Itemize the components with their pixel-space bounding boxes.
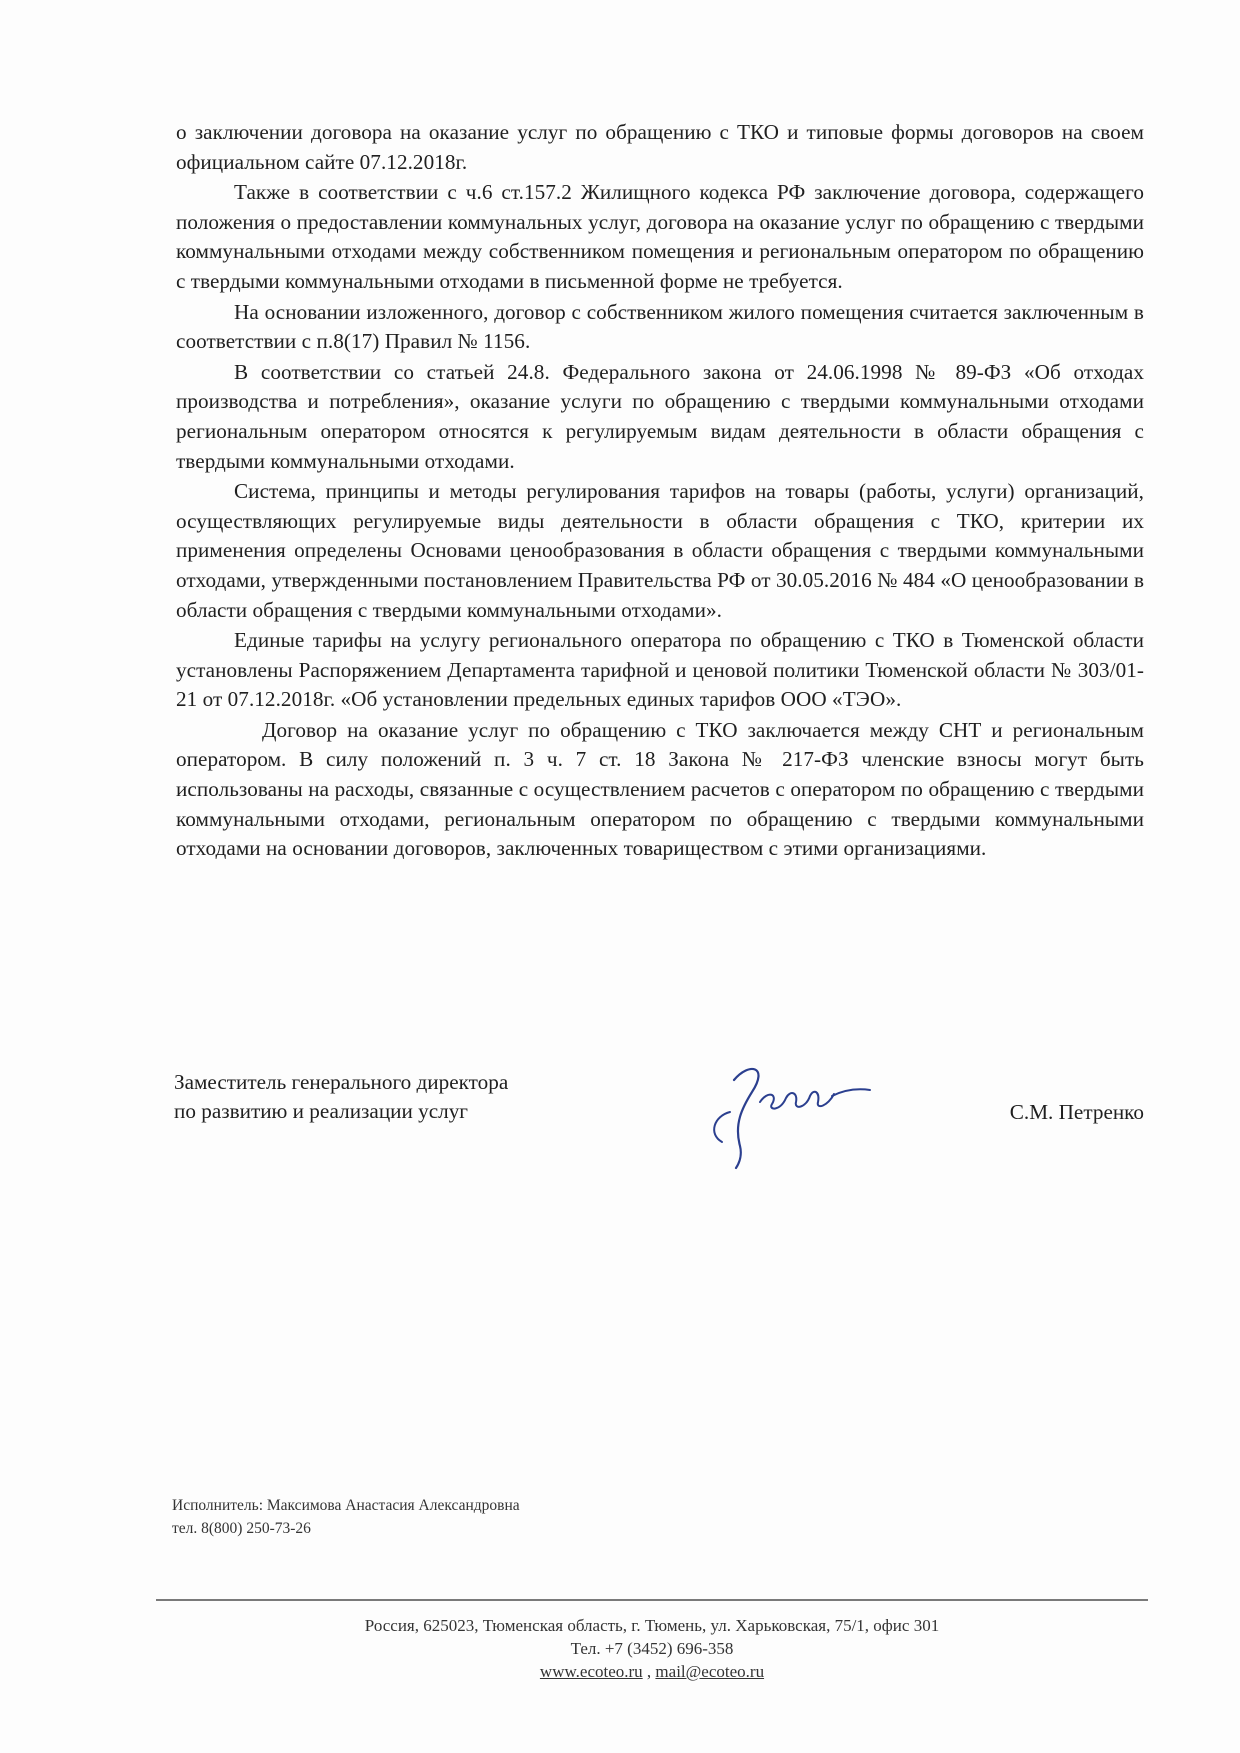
footer-links [156, 1660, 1148, 1683]
signatory-title-line-2: по развитию и реализации услуг [174, 1099, 468, 1123]
footer [156, 1614, 1148, 1683]
footer-address: Россия, 625023, Тюменская область, г. Тюмень, ул. Харьковская, 75/1, офис 301 [364, 1616, 940, 1635]
paragraph-3: На основании изложенного, договор с собственником жилого помещения считается заключенным в соответствии с п.8(17) Правил № 1156. [176, 299, 1144, 354]
executor-info [172, 1494, 520, 1540]
paragraph-6: Единые тарифы на услугу регионального оператора по обращению с ТКО в Тюменской области установлены Распоряжением Департамента тарифной и ценовой политики Тюменской области № 303/01-21 от 07.12.2018г. «Об установлении предельных единых тарифов ООО «ТЭО». [176, 628, 1144, 712]
letter-body [176, 118, 1144, 865]
email-link[interactable]: mail@ecoteo.ru [655, 1662, 765, 1681]
signatory-title [174, 1068, 508, 1126]
footer-link-separator: , [642, 1662, 656, 1681]
signature-block [174, 1068, 1144, 1178]
executor-name: Исполнитель: Максимова Анастасия Александровна [172, 1497, 520, 1514]
signatory-name: С.М. Петренко [1009, 1100, 1144, 1124]
signatory-title-line-1: Заместитель генерального директора [174, 1070, 509, 1094]
paragraph-5: Система, принципы и методы регулирования тарифов на товары (работы, услуги) организаций, осуществляющих регулируемые виды деятельности в области обращения с ТКО, критерии их применения определены Основами ценообразования в области обращения с твердыми коммунальными отходами, утвержденными постановлением Правительства РФ от 30.05.2016 № 484 «О ценообразовании в области обращения с твердыми коммунальными отходами». [176, 479, 1144, 622]
footer-phone: Тел. +7 (3452) 696-358 [570, 1639, 734, 1658]
paragraph-7: Договор на оказание услуг по обращению с ТКО заключается между СНТ и региональным оператором. В силу положений п. 3 ч. 7 ст. 18 Закона № 217-ФЗ членские взносы могут быть использованы на расходы, связанные с осуществлением расчетов с оператором по обращению с твердыми коммунальными отходами, региональным оператором по обращению с твердыми коммунальными отходами на основании договоров, заключенных товариществом с этими организациями. [176, 717, 1144, 861]
handwritten-signature-icon [694, 1050, 884, 1170]
paragraph-2: Также в соответствии с ч.6 ст.157.2 Жилищного кодекса РФ заключение договора, содержащего положения о предоставлении коммунальных услуг, договора на оказание услуг по обращению с твердыми коммунальными отходами между собственником помещения и региональным оператором по обращению с твердыми коммунальными отходами в письменной форме не требуется. [176, 180, 1144, 293]
paragraph-4: В соответствии со статьей 24.8. Федерального закона от 24.06.1998 № 89-ФЗ «Об отходах производства и потребления», оказание услуги по обращению с твердыми коммунальными отходами региональным оператором относятся к регулируемым видам деятельности в области обращения с твердыми коммунальными отходами. [176, 359, 1144, 473]
footer-divider [156, 1599, 1148, 1601]
paragraph-1: о заключении договора на оказание услуг по обращению с ТКО и типовые формы договоров на своем официальном сайте 07.12.2018г. [176, 120, 1144, 174]
executor-phone: тел. 8(800) 250-73-26 [172, 1520, 311, 1537]
website-link[interactable]: www.ecoteo.ru [539, 1662, 643, 1681]
